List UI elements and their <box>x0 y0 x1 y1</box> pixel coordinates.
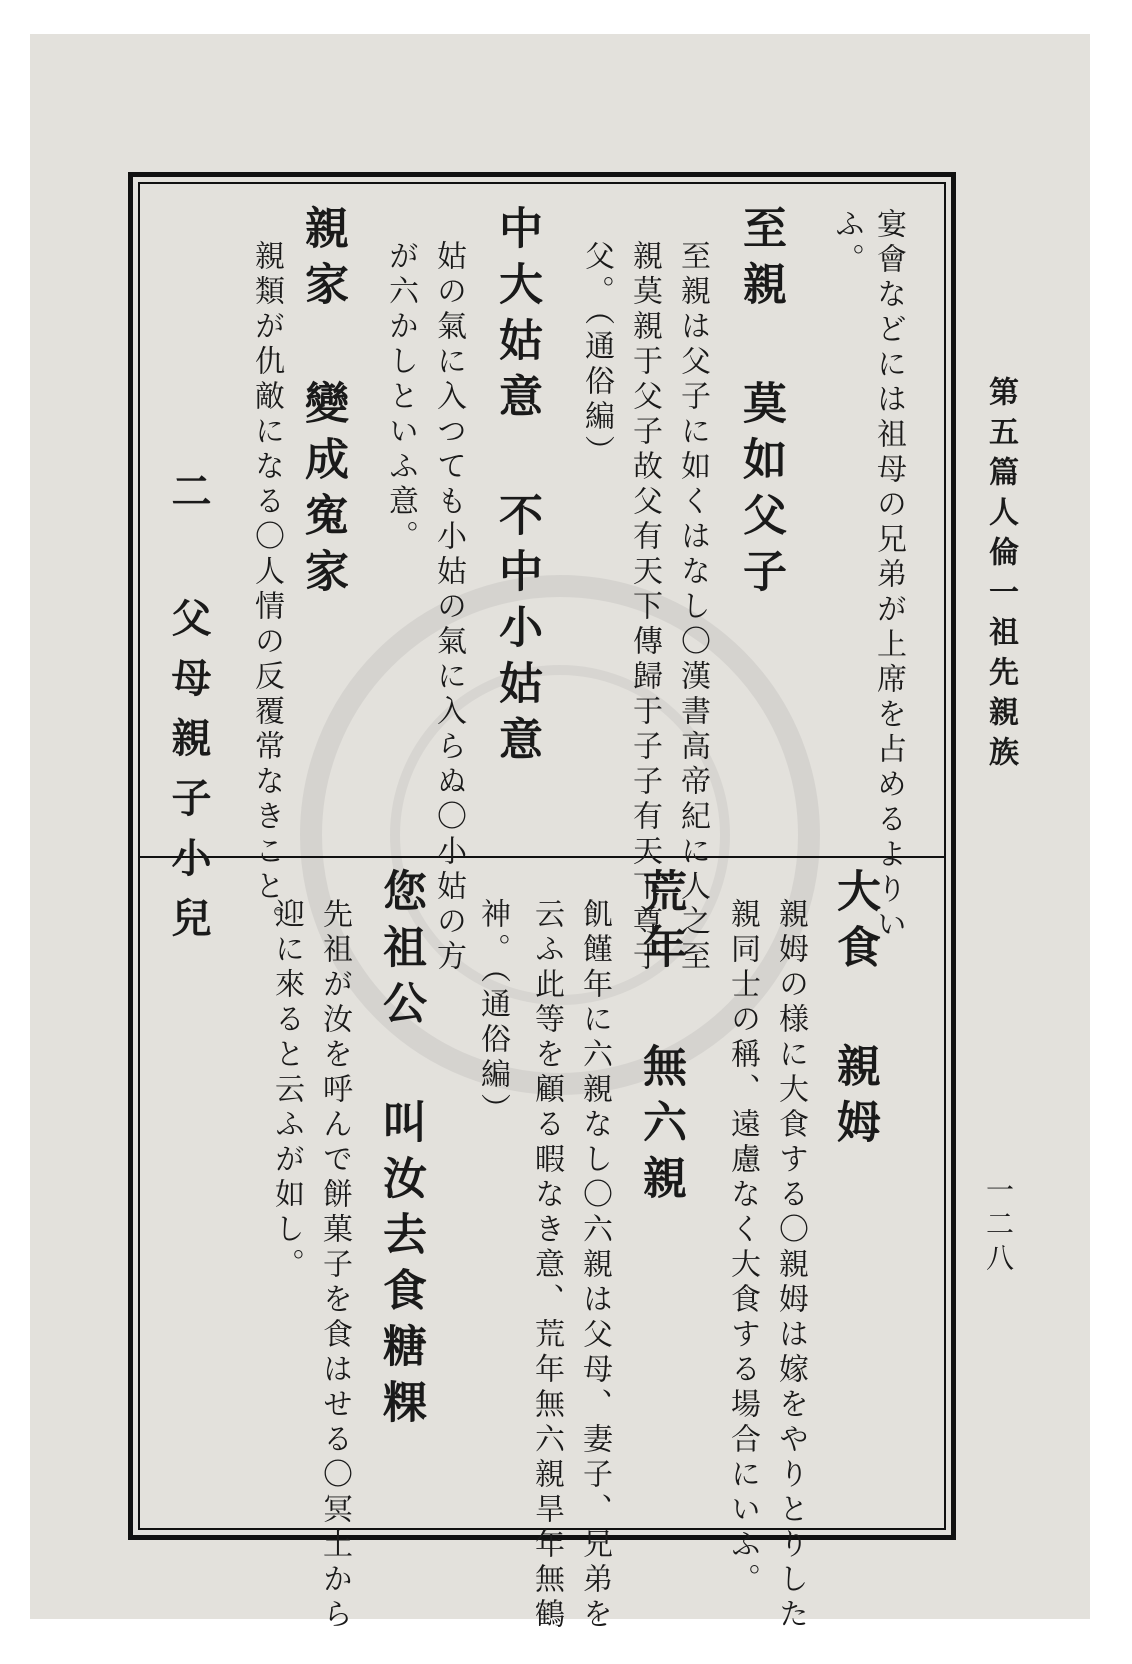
running-header: 第五篇人倫一祖先親族 <box>983 376 1018 776</box>
entry-heading: 您祖公 叫汝去食糖粿 <box>375 868 426 1435</box>
entry-text-line: 神。（通俗編） <box>475 898 510 1128</box>
entry-text-line: 云ふ此等を顧る暇なき意、荒年無六親旱年無鶴 <box>529 898 564 1633</box>
entry-text-line: 親姆の様に大食する〇親姆は嫁をやりとりした <box>773 898 808 1633</box>
section-title: 二 父母親子小兒 <box>165 470 212 957</box>
entry-text-line: 飢饉年に六親なし〇六親は父母、妻子、兄弟を <box>577 898 612 1633</box>
entry-text-line: が六かしといふ意。 <box>383 240 418 555</box>
entry-text-line: 親莫親于父子故父有天下傳歸于子子有天下尊于 <box>627 240 662 975</box>
entry-text-line: 親類が仇敵になる〇人情の反覆常なきこと。 <box>249 240 284 940</box>
upper-continuation-line-2: ふ。 <box>829 208 864 278</box>
entry-heading: 至親 莫如父子 <box>735 205 786 604</box>
entry-heading: 親家 變成寃家 <box>297 205 348 604</box>
upper-continuation-line-1: 宴會などには祖母の兄弟が上席を占めるよりい <box>871 208 906 943</box>
entry-heading: 荒年 無六親 <box>635 868 686 1211</box>
entry-heading: 大食 親姆 <box>829 868 880 1155</box>
page-number: 一二八 <box>982 1175 1015 1277</box>
entry-text-line: 至親は父子に如くはなし〇漢書高帝紀に人之至 <box>675 240 710 975</box>
entry-text-line: 親同士の稱、遠慮なく大食する場合にいふ。 <box>725 898 760 1598</box>
entry-heading: 中大姑意 不中小姑意 <box>491 205 542 772</box>
entry-text-line: 迎に來ると云ふが如し。 <box>269 898 304 1283</box>
entry-text-line: 姑の氣に入つても小姑の氣に入らぬ〇小姑の方 <box>431 240 466 975</box>
entry-text-line: 先祖が汝を呼んで餅菓子を食はせる〇冥土から <box>317 898 352 1633</box>
entry-text-line: 父。（通俗編） <box>579 240 614 470</box>
